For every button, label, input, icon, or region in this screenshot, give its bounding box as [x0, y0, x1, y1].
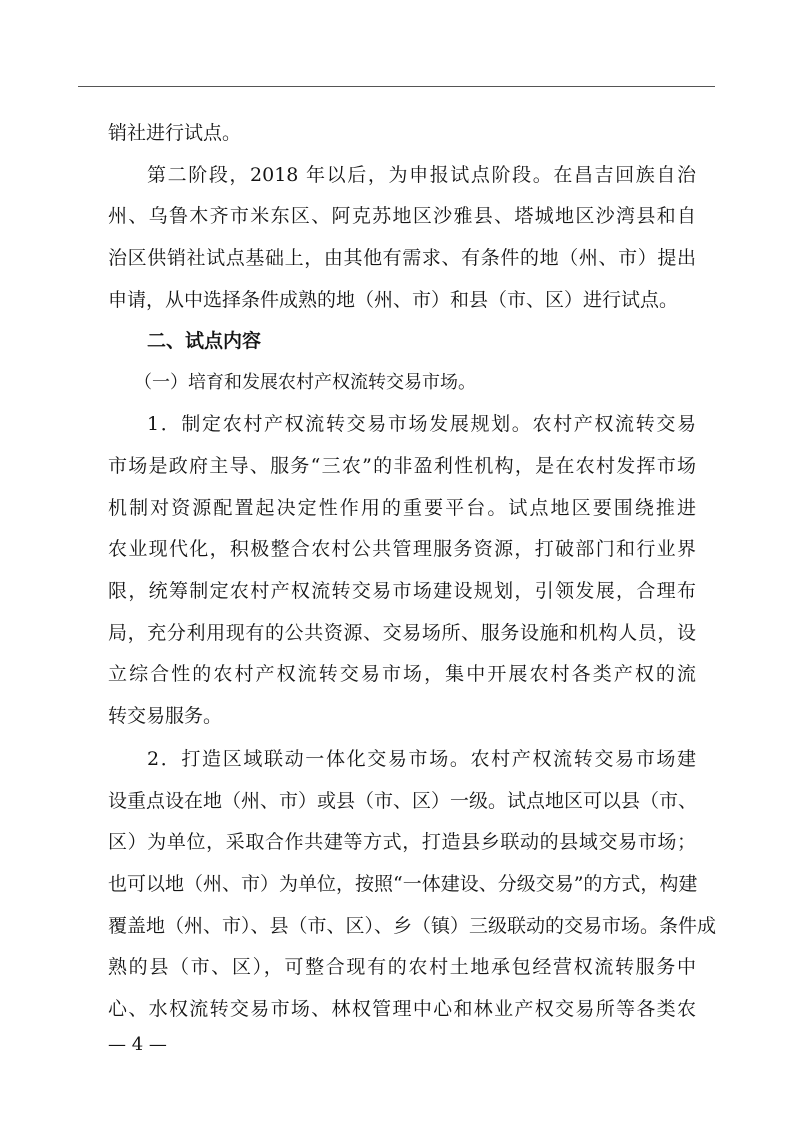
text-line: 限，统筹制定农村产权流转交易市场建设规划，引领发展，合理布 — [108, 580, 696, 602]
text-line: 设重点设在地（州、市）或县（市、区）一级。试点地区可以县（市、 — [108, 790, 698, 812]
text-line: 区）为单位，采取合作共建等方式，打造县乡联动的县域交易市场； — [108, 831, 696, 853]
page-number: — 4 — — [108, 1034, 167, 1055]
header-rule — [78, 86, 715, 87]
text-line: 农业现代化，积极整合农村公共管理服务资源，打破部门和行业界 — [108, 538, 696, 560]
text-line: 州、乌鲁木齐市米东区、阿克苏地区沙雅县、塔城地区沙湾县和自 — [108, 205, 696, 227]
subsection-heading: （一）培育和发展农村产权流转交易市场。 — [134, 372, 476, 393]
text-line: 市场是政府主导、服务“三农”的非盈利性机构，是在农村发挥市场 — [108, 455, 696, 477]
text-line: 局，充分利用现有的公共资源、交易场所、服务设施和机构人员，设 — [108, 622, 696, 644]
text-line: 心、水权流转交易市场、林权管理中心和林业产权交易所等各类农 — [108, 998, 696, 1020]
section-heading: 二、试点内容 — [147, 330, 262, 352]
text-line: 销社进行试点。 — [108, 122, 242, 144]
text-line: 转交易服务。 — [108, 705, 223, 727]
text-line: 立综合性的农村产权流转交易市场，集中开展农村各类产权的流 — [108, 663, 696, 685]
text-line: 也可以地（州、市）为单位，按照“一体建设、分级交易”的方式，构建 — [108, 873, 698, 895]
text-line: 覆盖地（州、市）、县（市、区）、乡（镇）三级联动的交易市场。条件成 — [108, 915, 717, 937]
text-line: 2．打造区域联动一体化交易市场。农村产权流转交易市场建 — [147, 748, 696, 770]
text-line: 熟的县（市、区），可整合现有的农村土地承包经营权流转服务中 — [108, 956, 696, 978]
text-line: 第二阶段，2018 年以后，为申报试点阶段。在昌吉回族自治 — [147, 164, 696, 186]
text-line: 1．制定农村产权流转交易市场发展规划。农村产权流转交易 — [147, 413, 696, 435]
text-line: 机制对资源配置起决定性作用的重要平台。试点地区要围绕推进 — [108, 497, 696, 519]
text-line: 治区供销社试点基础上，由其他有需求、有条件的地（州、市）提出 — [108, 247, 696, 269]
text-line: 申请，从中选择条件成熟的地（州、市）和县（市、区）进行试点。 — [108, 289, 679, 311]
